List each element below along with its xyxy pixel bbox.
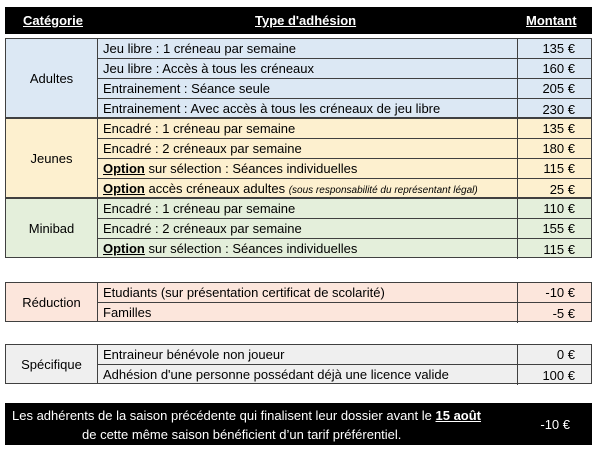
row-amount: 135 €	[517, 119, 591, 138]
option-label: Option	[103, 181, 145, 196]
row-amount: 180 €	[517, 139, 591, 158]
table-row	[97, 239, 591, 259]
group-reduction	[5, 282, 592, 322]
row-label	[103, 181, 478, 196]
row-label: Adhésion d'une personne possédant déjà une licence valide	[103, 367, 449, 382]
group-minibad	[5, 198, 592, 258]
row-text: sur sélection : Séances individuelles	[144, 161, 358, 176]
category-label: Spécifique	[6, 345, 98, 383]
header-amount: Montant	[526, 13, 577, 28]
row-amount: -5 €	[517, 303, 591, 323]
table-row	[97, 365, 591, 385]
row-amount: -10 €	[517, 283, 591, 302]
row-label	[103, 161, 357, 176]
row-label	[103, 241, 357, 256]
option-label: Option	[103, 161, 145, 176]
row-label: Familles	[103, 305, 152, 320]
row-label: Jeu libre : Accès à tous les créneaux	[103, 61, 315, 76]
row-label: Encadré : 1 créneau par semaine	[103, 121, 296, 136]
row-label: Etudiants (sur présentation certificat de scolarité)	[103, 285, 385, 300]
row-amount: 100 €	[517, 365, 591, 385]
banner-line-1	[12, 408, 481, 423]
table-row	[97, 219, 591, 239]
table-row	[97, 159, 591, 179]
row-text: sur sélection : Séances individuelles	[144, 241, 358, 256]
row-amount: 135 €	[517, 39, 591, 58]
table-row	[97, 199, 591, 219]
group-jeunes	[5, 118, 592, 198]
row-amount: 160 €	[517, 59, 591, 78]
table-row	[97, 99, 591, 119]
header-type: Type d'adhésion	[255, 13, 357, 28]
table-row	[97, 139, 591, 159]
row-label: Encadré : 2 créneaux par semaine	[103, 141, 302, 156]
row-amount: 205 €	[517, 79, 591, 98]
row-label: Encadré : 1 créneau par semaine	[103, 201, 296, 216]
group-specifique	[5, 344, 592, 384]
table-row	[97, 179, 591, 199]
row-amount: 115 €	[517, 159, 591, 178]
row-label: Encadré : 2 créneaux par semaine	[103, 221, 302, 236]
row-text: accès créneaux adultes	[144, 181, 289, 196]
category-label: Minibad	[6, 199, 98, 257]
row-amount: 110 €	[517, 199, 591, 218]
early-renewal-banner	[5, 403, 592, 445]
row-amount: 25 €	[517, 179, 591, 199]
row-amount: 115 €	[517, 239, 591, 259]
row-amount: 230 €	[517, 99, 591, 119]
group-adultes	[5, 38, 592, 118]
row-amount: 155 €	[517, 219, 591, 238]
row-label: Entraineur bénévole non joueur	[103, 347, 285, 362]
row-label: Jeu libre : 1 créneau par semaine	[103, 41, 296, 56]
row-amount: 0 €	[517, 345, 591, 364]
category-label: Adultes	[6, 39, 98, 117]
banner-text: Les adhérents de la saison précédente qui finalisent leur dossier avant le	[12, 408, 436, 423]
category-label: Jeunes	[6, 119, 98, 197]
table-row	[97, 283, 591, 303]
banner-amount: -10 €	[540, 417, 570, 432]
table-row	[97, 79, 591, 99]
row-note: (sous responsabilité du représentant légal)	[288, 185, 478, 196]
banner-date: 15 août	[435, 408, 482, 423]
table-header	[5, 7, 592, 34]
category-label: Réduction	[6, 283, 98, 321]
table-row	[97, 303, 591, 323]
option-label: Option	[103, 241, 145, 256]
header-category: Catégorie	[23, 13, 83, 28]
table-row	[97, 59, 591, 79]
row-label: Entrainement : Avec accès à tous les créneaux de jeu libre	[103, 101, 441, 116]
row-label: Entrainement : Séance seule	[103, 81, 270, 96]
table-row	[97, 119, 591, 139]
table-row	[97, 39, 591, 59]
table-row	[97, 345, 591, 365]
banner-line-2: de cette même saison bénéficient d’un tarif préférentiel.	[82, 427, 402, 442]
